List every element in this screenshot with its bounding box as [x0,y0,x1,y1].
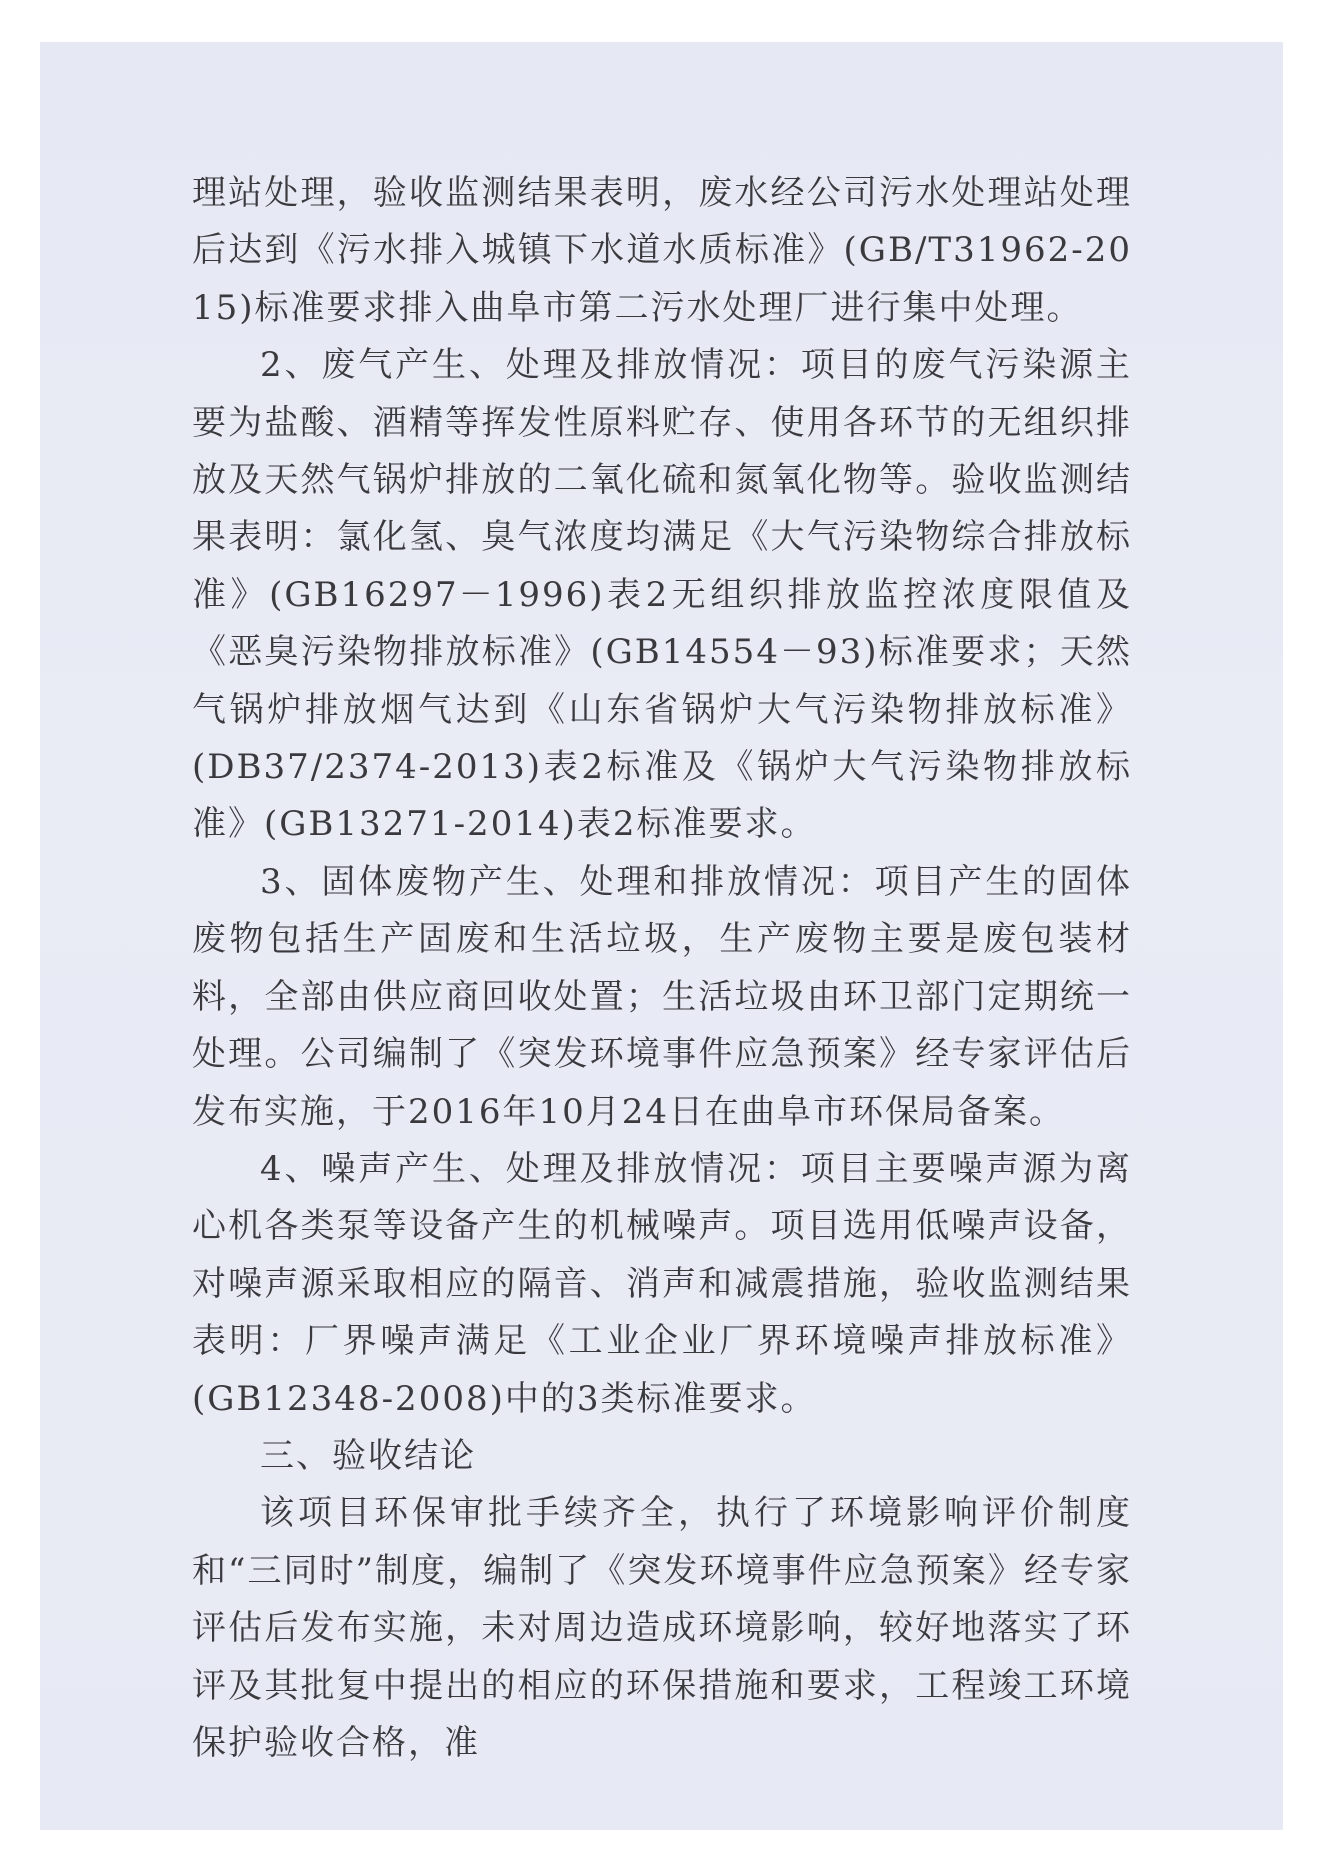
document-body [192,165,1132,1772]
paragraph-solid-waste: 3、固体废物产生、处理和排放情况：项目产生的固体废物包括生产固废和生活垃圾，生产废物主要是废包装材料，全部由供应商回收处置；生活垃圾由环卫部门定期统一处理。公司编制了《突发环境事件应急预案》经专家评估后发布实施，于2016年10月24日在曲阜市环保局备案。 [192,861,1132,1132]
paragraph-wastewater: 理站处理，验收监测结果表明，废水经公司污水处理站处理后达到《污水排入城镇下水道水质标准》(GB/T31962-2015)标准要求排入曲阜市第二污水处理厂进行集中处理。 [192,173,1132,328]
paragraph-waste-gas: 2、废气产生、处理及排放情况：项目的废气污染源主要为盐酸、酒精等挥发性原料贮存、使用各环节的无组织排放及天然气锅炉排放的二氧化硫和氮氧化物等。验收监测结果表明：氯化氢、臭气浓度均满足《大气污染物综合排放标准》(GB16297－1996)表2无组织排放监控浓度限值及《恶臭污染物排放标准》(GB14554－93)标准要求；天然气锅炉排放烟气达到《山东省锅炉大气污染物排放标准》(DB37/2374-2013)表2标准及《锅炉大气污染物排放标准》(GB13271-2014)表2标准要求。 [192,345,1132,845]
paragraph-noise: 4、噪声产生、处理及排放情况：项目主要噪声源为离心机各类泵等设备产生的机械噪声。项目选用低噪声设备，对噪声源采取相应的隔音、消声和减震措施，验收监测结果表明：厂界噪声满足《工业企业厂界环境噪声排放标准》(GB12348-2008)中的3类标准要求。 [192,1148,1132,1419]
section-heading-conclusion: 三、验收结论 [260,1435,476,1476]
paragraph-conclusion: 该项目环保审批手续齐全，执行了环境影响评价制度和“三同时”制度，编制了《突发环境事件应急预案》经专家评估后发布实施，未对周边造成环境影响，较好地落实了环评及其批复中提出的相应的环保措施和要求，工程竣工环境保护验收合格，准 [192,1493,1132,1763]
